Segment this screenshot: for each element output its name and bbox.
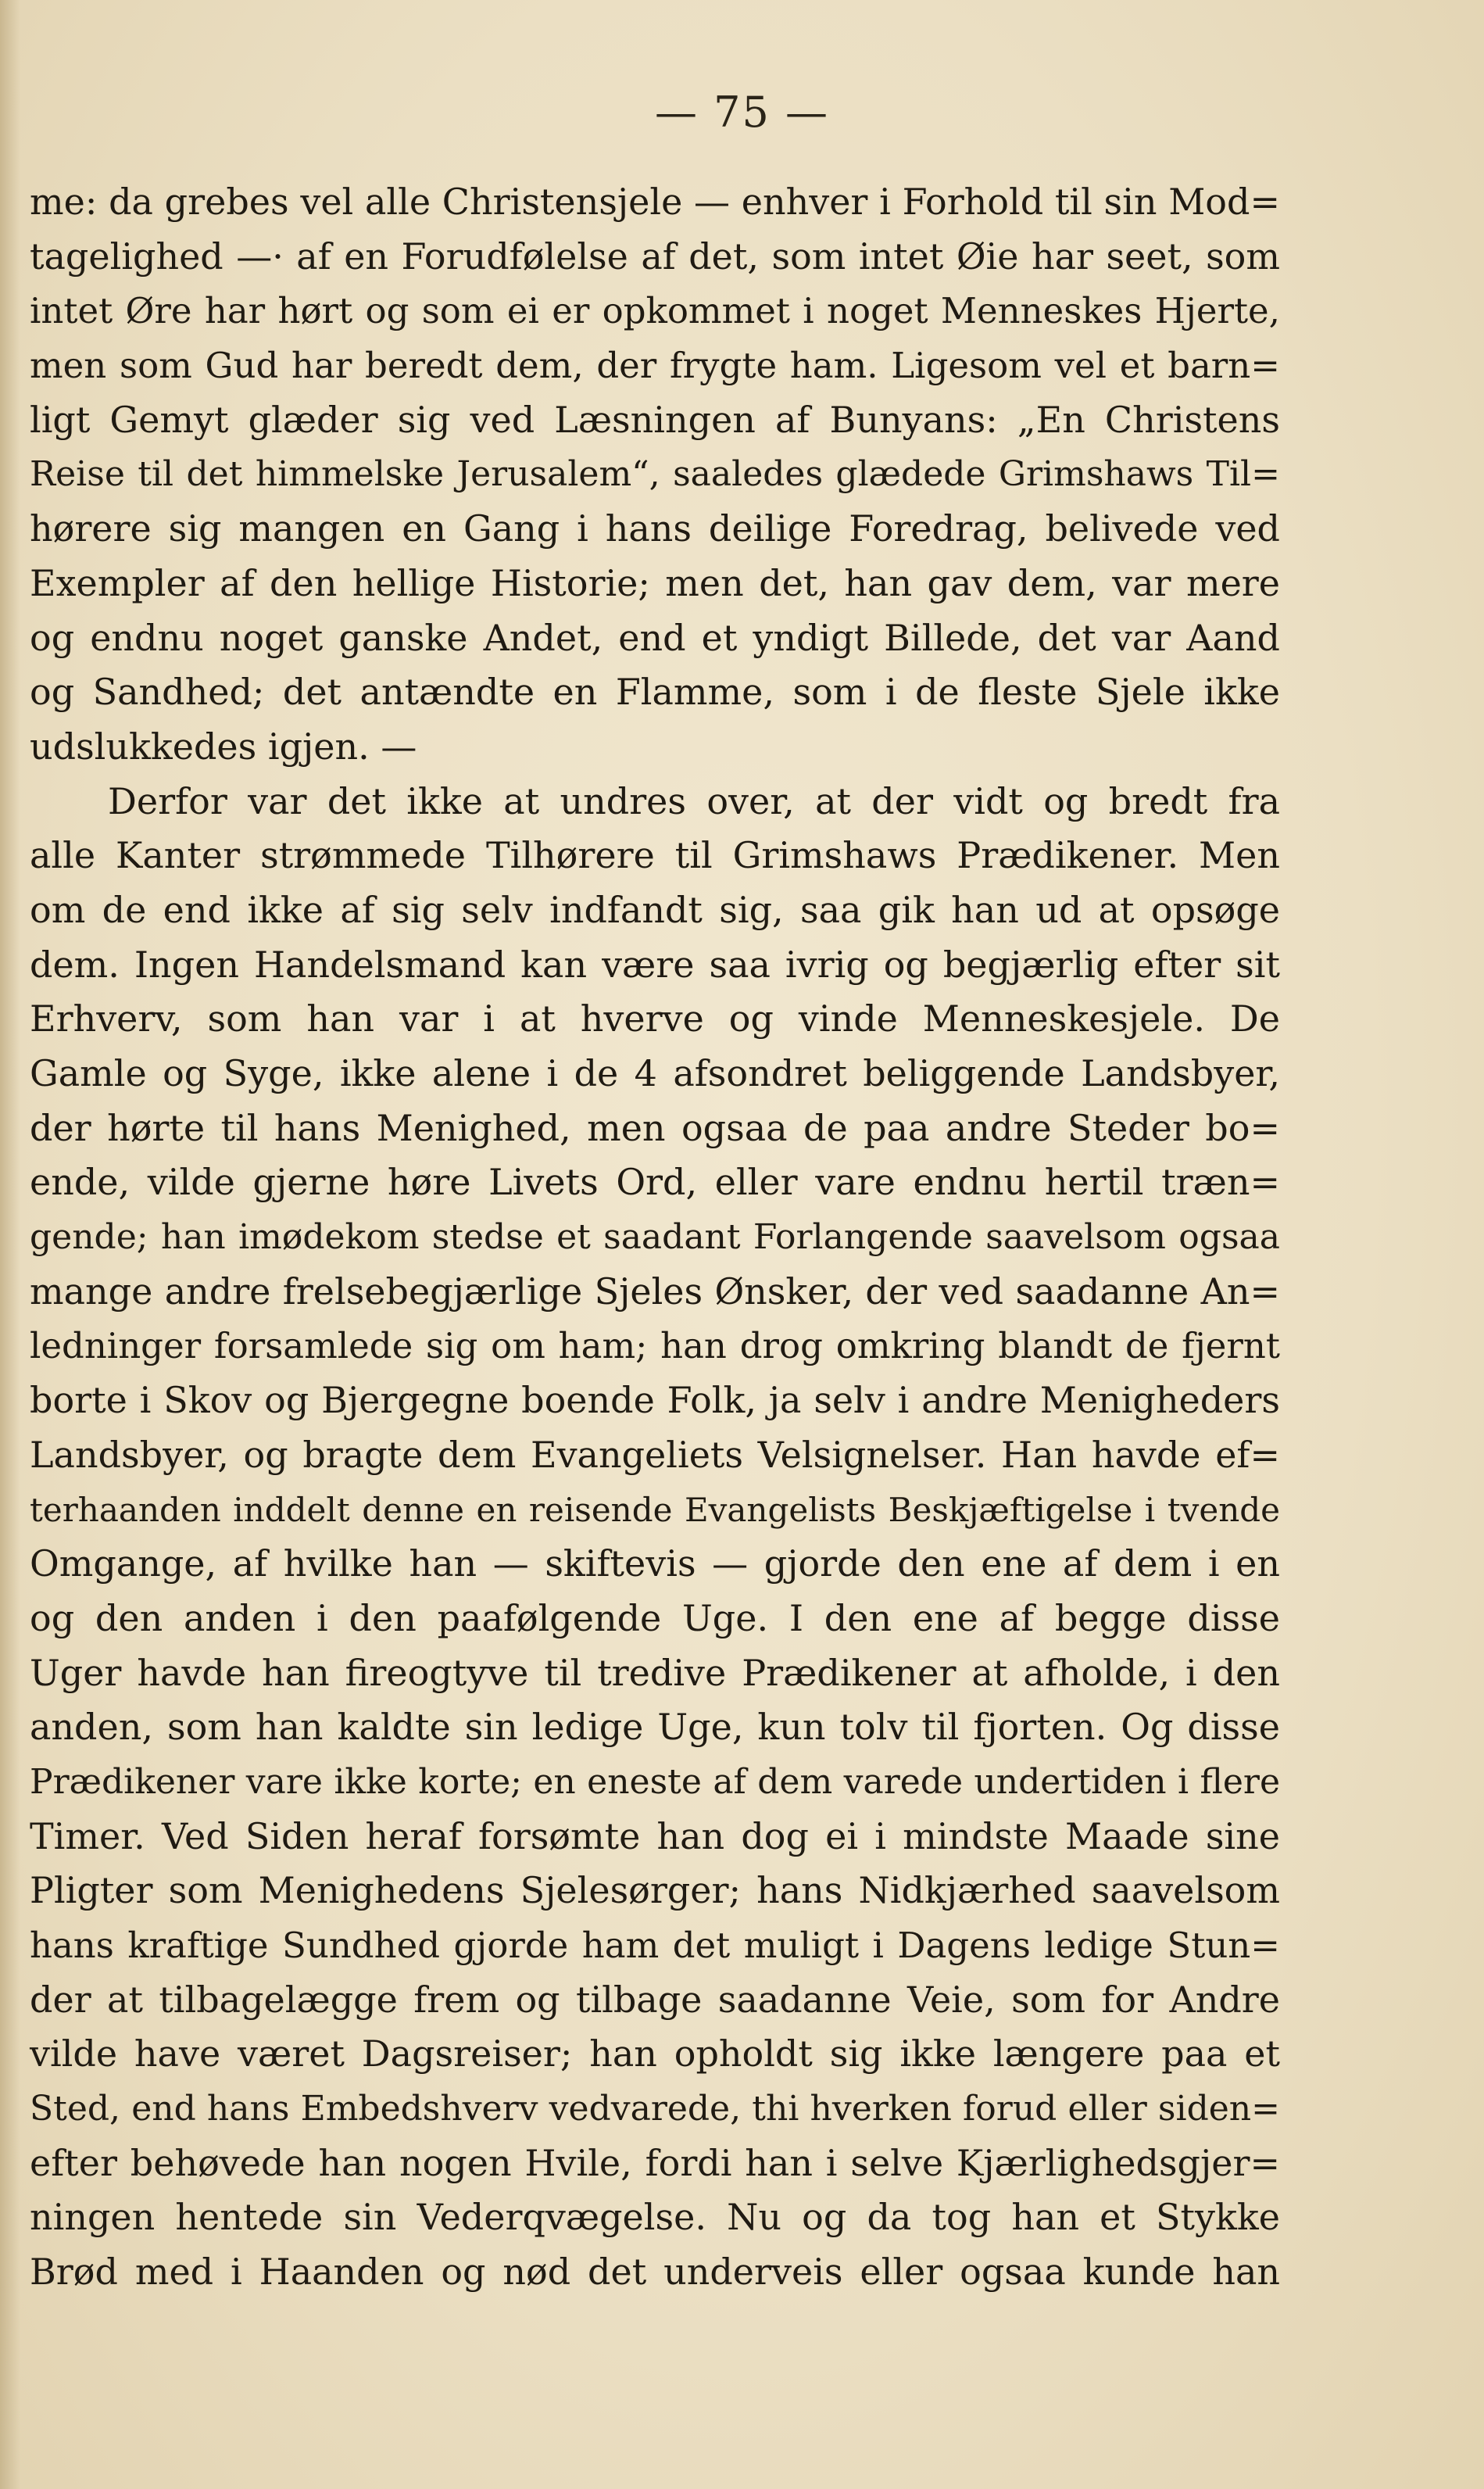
text-line: ligt Gemyt glæder sig ved Læsningen af Bunyans: „En Christens (30, 398, 1280, 441)
text-line: ningen hentede sin Vederqvægelse. Nu og da tog han et Stykke (30, 2196, 1280, 2239)
text-line: Derfor var det ikke at undres over, at der vidt og bredt fra (108, 779, 1280, 822)
text-line: dem. Ingen Handelsmand kan være saa ivrig og begjærlig efter sit (30, 943, 1280, 986)
text-line: ledninger forsamlede sig om ham; han drog omkring blandt de fjernt (30, 1325, 1280, 1367)
text-line: Landsbyer, og bragte dem Evangeliets Velsignelser. Han havde ef= (30, 1433, 1280, 1476)
text-line: Reise til det himmelske Jerusalem“, saaledes glædede Grimshaws Til= (30, 454, 1280, 495)
text-line: tagelighed —· af en Forudfølelse af det, som intet Øie har seet, som (30, 235, 1280, 278)
text-line: hørere sig mangen en Gang i hans deilige Foredrag, belivede ved (30, 507, 1280, 550)
text-line: udslukkedes igjen. — (30, 725, 417, 768)
text-line: og Sandhed; det antændte en Flamme, som i de fleste Sjele ikke (30, 671, 1280, 714)
text-line: Prædikener vare ikke korte; en eneste af dem varede undertiden i flere (30, 1761, 1280, 1802)
text-line: og endnu noget ganske Andet, end et yndigt Billede, det var Aand (30, 616, 1280, 659)
body-text (30, 175, 1280, 2300)
text-line: mange andre frelsebegjærlige Sjeles Ønsker, der ved saadanne An= (30, 1270, 1280, 1313)
text-line: Gamle og Syge, ikke alene i de 4 afsondret beliggende Landsbyer, (30, 1052, 1280, 1094)
binding-shadow (0, 0, 20, 2489)
text-line: intet Øre har hørt og som ei er opkommet i noget Menneskes Hjerte, (30, 290, 1280, 332)
text-line: anden, som han kaldte sin ledige Uge, kun tolv til fjorten. Og disse (30, 1706, 1280, 1749)
text-line: Brød med i Haanden og nød det underveis eller ogsaa kunde han (30, 2251, 1280, 2294)
text-line: ende, vilde gjerne høre Livets Ord, eller vare endnu hertil træn= (30, 1161, 1280, 1204)
text-line: om de end ikke af sig selv indfandt sig, saa gik han ud at opsøge (30, 888, 1280, 931)
text-line: Pligter som Menighedens Sjelesørger; hans Nidkjærhed saavelsom (30, 1869, 1280, 1912)
text-line: terhaanden inddelt denne en reisende Evangelists Beskjæftigelse i tvende (30, 1490, 1280, 1529)
text-line: Omgange, af hvilke han — skiftevis — gjorde den ene af dem i en (30, 1542, 1280, 1585)
text-line: vilde have været Dagsreiser; han opholdt sig ikke længere paa et (30, 2032, 1280, 2075)
text-line: Erhverv, som han var i at hverve og vinde Menneskesjele. De (30, 997, 1280, 1040)
text-line: borte i Skov og Bjergegne boende Folk, ja selv i andre Menigheders (30, 1379, 1280, 1422)
text-line: hans kraftige Sundhed gjorde ham det muligt i Dagens ledige Stun= (30, 1925, 1280, 1966)
text-line: Uger havde han fireogtyve til tredive Prædikener at afholde, i den (30, 1651, 1280, 1694)
text-line: der at tilbagelægge frem og tilbage saadanne Veie, som for Andre (30, 1978, 1280, 2021)
text-line: der hørte til hans Menighed, men ogsaa de paa andre Steder bo= (30, 1106, 1280, 1149)
text-line: gende; han imødekom stedse et saadant Forlangende saavelsom ogsaa (30, 1217, 1280, 1258)
text-line: men som Gud har beredt dem, der frygte ham. Ligesom vel et barn= (30, 345, 1280, 387)
text-line: efter behøvede han nogen Hvile, fordi han i selve Kjærlighedsgjer= (30, 2141, 1280, 2184)
text-line: Timer. Ved Siden heraf forsømte han dog ei i mindste Maade sine (30, 1814, 1280, 1857)
page-number: — 75 — (654, 88, 830, 137)
text-line: Sted, end hans Embedshverv vedvarede, thi hverken forud eller siden= (30, 2089, 1280, 2129)
text-line: alle Kanter strømmede Tilhørere til Grimshaws Prædikener. Men (30, 834, 1280, 877)
text-line: me: da grebes vel alle Christensjele — enhver i Forhold til sin Mod= (30, 181, 1280, 223)
text-line: og den anden i den paafølgende Uge. I den ene af begge disse (30, 1596, 1280, 1639)
text-line: Exempler af den hellige Historie; men det, han gav dem, var mere (30, 561, 1280, 604)
